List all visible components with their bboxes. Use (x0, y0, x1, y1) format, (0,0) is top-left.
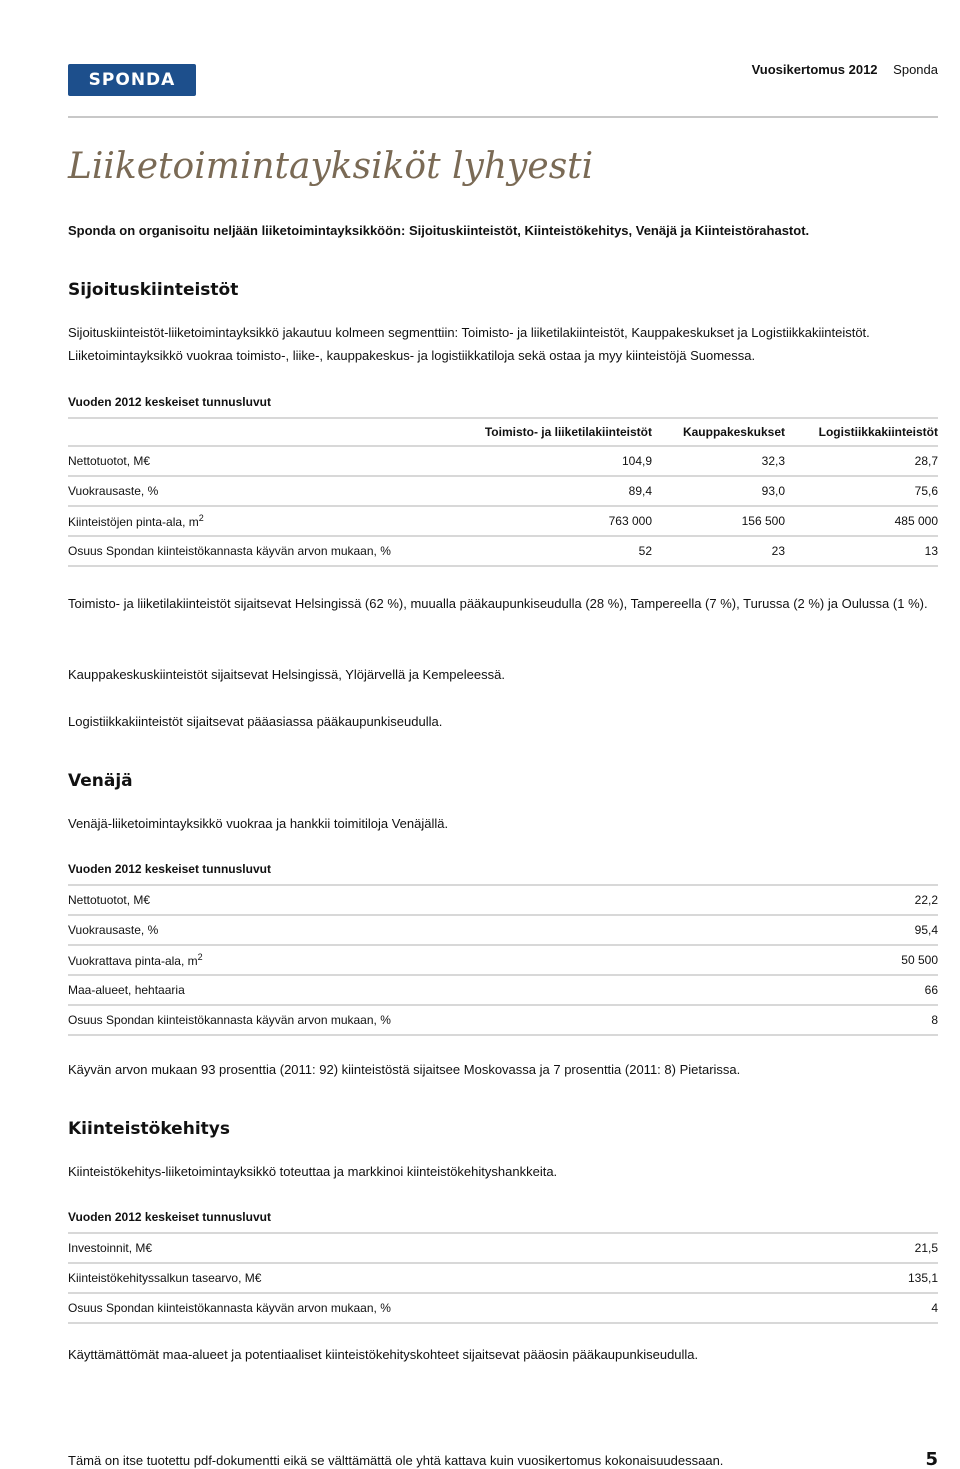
table-row (68, 1263, 938, 1293)
cell-value: 13 (924, 544, 938, 558)
row-label: Vuokrausaste, % (68, 923, 159, 937)
column-header (68, 418, 458, 446)
header-meta (752, 62, 938, 77)
row-label: Vuokrausaste, % (68, 484, 159, 498)
cell-value: 23 (771, 544, 785, 558)
sponda-logo: SPONDA (68, 64, 196, 96)
intro-text: Sponda on organisoitu neljään liiketoimintayksikköön: Sijoituskiinteistöt, Kiinteistökehitys, Venäjä ja Kiinteistörahastot. (68, 223, 810, 238)
venaja-table-caption: Vuoden 2012 keskeiset tunnusluvut (68, 862, 271, 876)
row-label: Nettotuotot, M€ (68, 454, 151, 468)
company-name: Sponda (893, 62, 938, 77)
table-row (68, 885, 938, 915)
kehitys-paragraph-2: Käyttämättömät maa-alueet ja potentiaaliset kiinteistökehityskohteet sijaitsevat pääosin pääkaupunkiseudulla. (68, 1347, 699, 1362)
kehitys-paragraph-1: Kiinteistökehitys-liiketoimintayksikkö toteuttaa ja markkinoi kiinteistökehityshankkeita. (68, 1164, 558, 1179)
row-label: Osuus Spondan kiinteistökannasta käyvän arvon mukaan, % (68, 544, 391, 558)
row-label: Nettotuotot, M€ (68, 893, 151, 907)
report-title: Vuosikertomus 2012 (751, 62, 878, 77)
section-heading-venaja: Venäjä (68, 771, 133, 791)
cell-value: 156 500 (741, 514, 785, 528)
table-row (68, 975, 938, 1005)
venaja-table (68, 884, 938, 1036)
cell-value: 52 (638, 544, 652, 558)
cell-value: 485 000 (894, 514, 938, 528)
table-row (68, 476, 938, 506)
table-row (68, 506, 938, 536)
cell-value: 28,7 (914, 454, 938, 468)
row-label: Osuus Spondan kiinteistökannasta käyvän arvon mukaan, % (68, 1013, 391, 1027)
table-row (68, 1233, 938, 1263)
row-label: Osuus Spondan kiinteistökannasta käyvän arvon mukaan, % (68, 1301, 391, 1315)
cell-value: 135,1 (907, 1271, 938, 1285)
sijoitus-table (68, 417, 938, 567)
sijoitus-paragraph-3: Kauppakeskuskiinteistöt sijaitsevat Helsingissä, Ylöjärvellä ja Kempeleessä. (68, 667, 505, 682)
page-title: Liiketoimintayksiköt lyhyesti (68, 146, 594, 187)
column-header: Logistiikkakiinteistöt (818, 425, 938, 439)
header-divider (68, 116, 938, 118)
row-label: Kiinteistökehityssalkun tasearvo, M€ (68, 1271, 262, 1285)
cell-value: 763 000 (608, 514, 652, 528)
table-row (68, 446, 938, 476)
cell-value: 50 500 (901, 953, 938, 967)
cell-value: 93,0 (761, 484, 785, 498)
row-label: Investoinnit, M€ (68, 1241, 153, 1255)
table-row (68, 1005, 938, 1035)
cell-value: 104,9 (621, 454, 652, 468)
table-row (68, 915, 938, 945)
cell-value: 95,4 (914, 923, 938, 937)
cell-value: 66 (924, 983, 938, 997)
venaja-paragraph-2: Käyvän arvon mukaan 93 prosenttia (2011: 92) kiinteistöstä sijaitsee Moskovassa ja 7 prosenttia (2011: 8) Pietarissa. (68, 1062, 741, 1077)
venaja-paragraph-1: Venäjä-liiketoimintayksikkö vuokraa ja hankkii toimitiloja Venäjällä. (68, 816, 449, 831)
section-heading-kehitys: Kiinteistökehitys (68, 1119, 230, 1139)
cell-value: 75,6 (914, 484, 938, 498)
kehitys-table (68, 1232, 938, 1324)
cell-value: 21,5 (914, 1241, 938, 1255)
page-number: 5 (925, 1449, 938, 1469)
cell-value: 22,2 (914, 893, 938, 907)
cell-value: 32,3 (761, 454, 785, 468)
cell-value: 4 (931, 1301, 938, 1315)
column-header: Toimisto- ja liiketilakiinteistöt (484, 425, 652, 439)
table-row (68, 536, 938, 566)
section-heading-sijoitus: Sijoituskiinteistöt (68, 280, 239, 300)
sijoitus-table-caption: Vuoden 2012 keskeiset tunnusluvut (68, 395, 271, 409)
cell-value: 89,4 (628, 484, 652, 498)
row-label: Vuokrattava pinta-ala, $m^2$ (68, 952, 203, 968)
sijoitus-paragraph-4: Logistiikkakiinteistöt sijaitsevat pääasiassa pääkaupunkiseudulla. (68, 714, 443, 729)
table-row (68, 1293, 938, 1323)
kehitys-table-caption: Vuoden 2012 keskeiset tunnusluvut (68, 1210, 271, 1224)
column-header: Kauppakeskukset (682, 425, 785, 439)
sijoitus-paragraph-2: Toimisto- ja liiketilakiinteistöt sijaitsevat Helsingissä (62 %), muualla pääkaupunkiseudulla (28 %), Tampereella (7 %), Turussa (2 %) ja Oulussa (1 %). (68, 596, 928, 611)
row-label: Maa-alueet, hehtaaria (68, 983, 185, 997)
cell-value: 8 (931, 1013, 938, 1027)
sijoitus-paragraph-1: Sijoituskiinteistöt-liiketoimintayksikkö jakautuu kolmeen segmenttiin: Toimisto- ja liiketilakiinteistöt, Kauppakeskukset ja Logistiikkakiinteistöt. Liiketoimintayksikkö vuokraa toimisto-, liike-, kauppakeskus- ja logistiikkatiloja sekä ostaa ja myy kiinteistöjä Suomessa. (68, 325, 870, 363)
table-row (68, 945, 938, 975)
footer-note: Tämä on itse tuotettu pdf-dokumentti eikä se välttämättä ole yhtä kattava kuin vuosikertomus kokonaisuudessaan. (68, 1453, 724, 1468)
row-label: Kiinteistöjen pinta-ala, $m^2$ (68, 513, 204, 529)
table-header-row (68, 418, 938, 446)
